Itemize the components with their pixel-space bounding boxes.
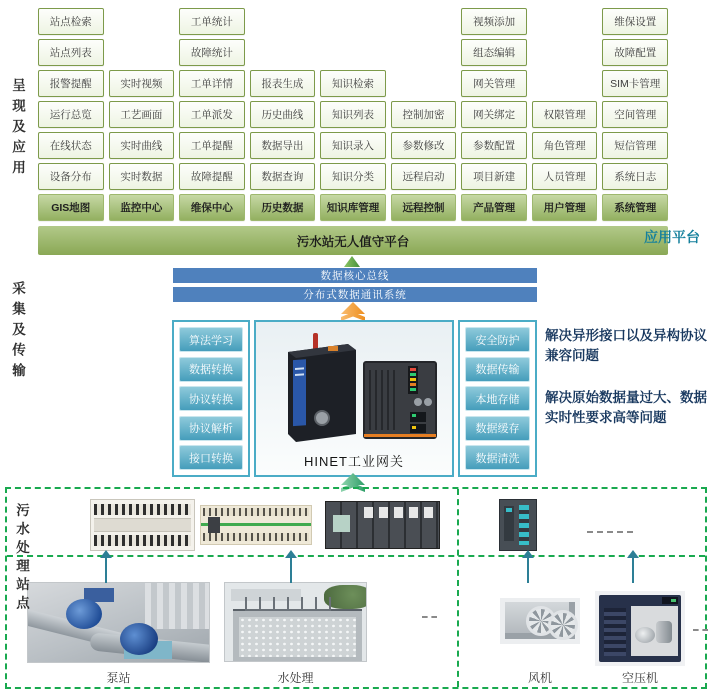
app-button: 知识分类 [320,163,386,190]
gateway-function-button: 算法学习 [179,327,243,352]
connector-up-arrow-icon [522,550,534,583]
app-button: 故障统计 [179,39,245,66]
gateway-function-button: 接口转换 [179,445,243,470]
app-button: 报警提醒 [38,70,104,97]
app-button: 网关管理 [461,70,527,97]
gateway-function-button: 安全防护 [465,327,530,352]
module-header-button: 产品管理 [461,194,527,221]
app-button: 短信管理 [602,132,668,159]
app-button: 知识录入 [320,132,386,159]
module-header-button: 知识库管理 [320,194,386,221]
app-button: 视频添加 [461,8,527,35]
gateway-devices-image [266,330,444,448]
up-arrow-orange-icon [341,302,365,321]
app-button: 实时视频 [109,70,175,97]
ellipsis-dashes [422,616,437,618]
app-button: 知识列表 [320,101,386,128]
app-button: 设备分布 [38,163,104,190]
app-button: 工单详情 [179,70,245,97]
solution-note-1: 解决异形接口以及异构协议兼容问题 [545,328,707,363]
app-button: 运行总览 [38,101,104,128]
gateway-function-button: 数据转换 [179,357,243,382]
app-button: 权限管理 [532,101,598,128]
module-header-button: 远程控制 [391,194,457,221]
app-button: 角色管理 [532,132,598,159]
section-label-transmission: 采集及传输 [10,281,25,384]
module-header-button: 用户管理 [532,194,598,221]
app-button: 空间管理 [602,101,668,128]
fan-photo [500,598,580,644]
app-button: 知识检索 [320,70,386,97]
application-feature-grid [38,8,668,221]
pump-station-photo [27,582,210,663]
application-platform-tag: 应用平台 [644,229,700,245]
station-caption-pump: 泵站 [106,671,131,685]
solution-note-2: 解决原始数据量过大、数据实时性要求高等问题 [545,390,707,425]
app-button: 实时曲线 [109,132,175,159]
app-button: 参数配置 [461,132,527,159]
plc-module-image [499,499,537,551]
module-header-button: 历史数据 [250,194,316,221]
data-core-bus-bar: 数据核心总线 [173,268,537,283]
section-label-presentation: 呈现及应用 [10,78,25,181]
gateway-function-button: 本地存储 [465,386,530,411]
app-button: 项目新建 [461,163,527,190]
connector-up-arrow-icon [285,550,297,583]
app-button: 工艺画面 [109,101,175,128]
ellipsis-dashes [693,629,708,631]
app-button: 历史曲线 [250,101,316,128]
app-button: SIM卡管理 [602,70,668,97]
app-button: 数据导出 [250,132,316,159]
module-header-button: 监控中心 [109,194,175,221]
app-button: 工单派发 [179,101,245,128]
app-button: 人员管理 [532,163,598,190]
station-caption-compressor: 空压机 [621,671,658,685]
gateway-function-button: 协议转换 [179,386,243,411]
app-button: 控制加密 [391,101,457,128]
app-button: 数据查询 [250,163,316,190]
up-arrow-green-icon [344,256,360,267]
app-button: 工单统计 [179,8,245,35]
plc-rack-image [325,501,440,549]
app-button: 故障配置 [602,39,668,66]
gateway-right-functions-panel [458,320,537,477]
app-button: 系统日志 [602,163,668,190]
app-button: 维保设置 [602,8,668,35]
station-caption-water: 水处理 [277,671,314,685]
air-compressor-photo [595,591,685,666]
connector-up-arrow-icon [100,550,112,583]
app-button: 实时数据 [109,163,175,190]
app-button: 站点列表 [38,39,104,66]
gateway-function-button: 数据清洗 [465,445,530,470]
gateway-function-button: 协议解析 [179,416,243,441]
app-button: 网关绑定 [461,101,527,128]
station-caption-fan: 风机 [527,671,552,685]
app-button: 站点检索 [38,8,104,35]
station-equipment-zone [5,487,707,689]
section-label-stations: 污水处理站点 [14,503,29,614]
water-treatment-photo [224,582,367,662]
module-header-button: GIS地图 [38,194,104,221]
app-button: 参数修改 [391,132,457,159]
app-button: 报表生成 [250,70,316,97]
gateway-function-button: 数据传输 [465,357,530,382]
gateway-title: HINET工业网关 [303,454,404,469]
app-button: 工单提醒 [179,132,245,159]
plc-device-2-image [200,505,312,545]
ellipsis-dashes [587,531,633,533]
app-button: 在线状态 [38,132,104,159]
plc-device-1-image [90,499,195,551]
gateway-function-button: 数据缓存 [465,416,530,441]
app-button: 故障提醒 [179,163,245,190]
connector-up-arrow-icon [627,550,639,583]
gateway-device-panel [254,320,454,477]
gateway-left-functions-panel [172,320,250,477]
distributed-comm-bar: 分布式数据通讯系统 [173,287,537,302]
app-button: 组态编辑 [461,39,527,66]
app-button: 远程启动 [391,163,457,190]
platform-banner: 污水站无人值守平台 [38,226,668,255]
dashed-divider-vertical [457,489,459,687]
module-header-button: 维保中心 [179,194,245,221]
module-header-button: 系统管理 [602,194,668,221]
